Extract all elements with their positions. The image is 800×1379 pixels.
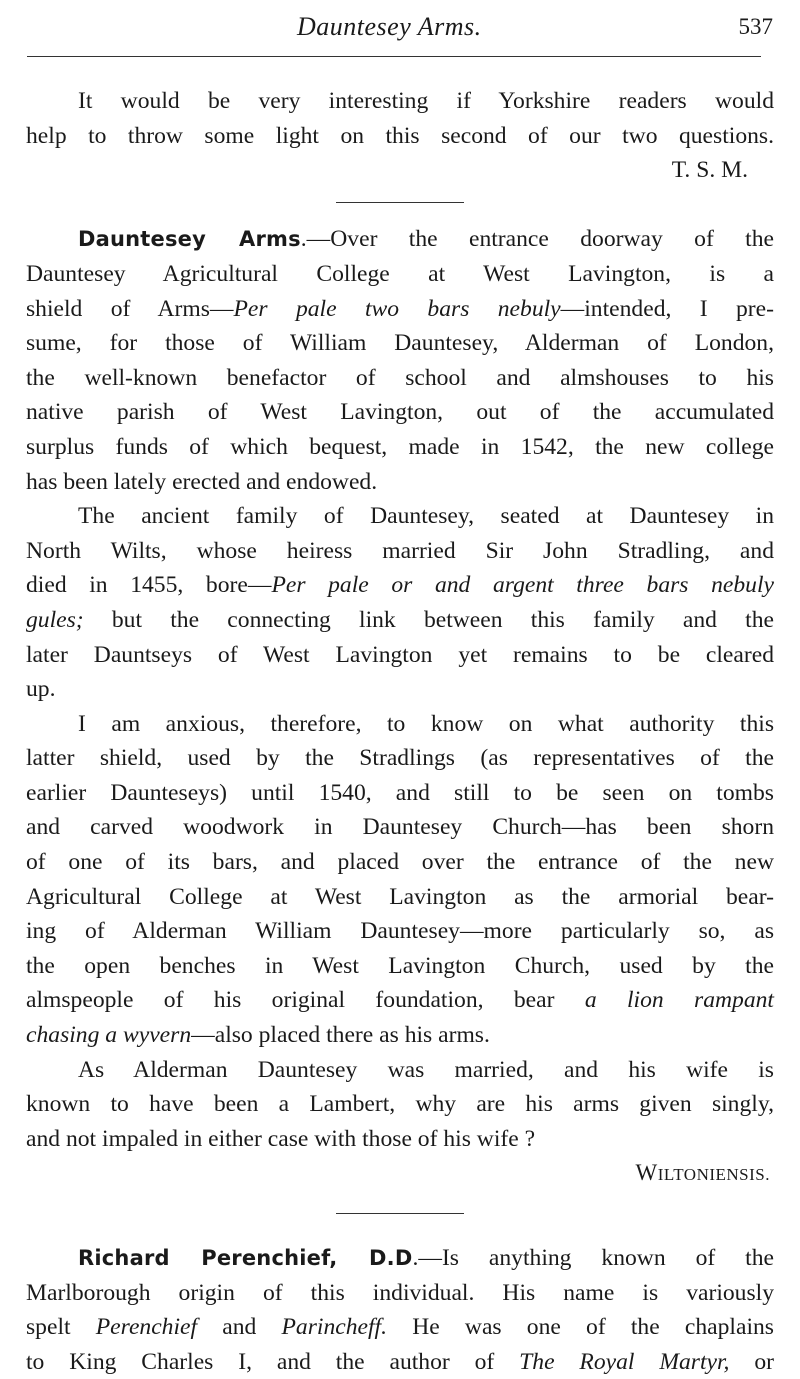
text-line: has been lately erected and endowed. xyxy=(26,468,378,495)
signature-tsm: T. S. M. xyxy=(671,157,748,184)
text-line: and not impaled in either case with those of his wife ? xyxy=(26,1125,536,1152)
text-line: chasing a wyvern—also placed there as his arms. xyxy=(26,1022,490,1049)
section-heading-perenchief: Richard Perenchief, D.D xyxy=(78,1246,413,1270)
text-line: died in 1455, bore—Per pale or and argent three bars nebuly xyxy=(26,572,774,599)
text-line: Marlborough origin of this individual. His name is variously xyxy=(26,1279,774,1306)
text-line: As Alderman Dauntesey was married, and his wife is xyxy=(78,1056,774,1083)
text-line: up. xyxy=(26,676,56,703)
page-number: 537 xyxy=(738,14,773,39)
section-divider xyxy=(26,1191,774,1241)
text-line: Agricultural College at West Lavington as the armorial bear- xyxy=(26,883,774,910)
text-line: and carved woodwork in Dauntesey Church—has been shorn xyxy=(26,814,774,841)
text-line: native parish of West Lavington, out of the accumulated xyxy=(26,399,774,426)
signature-wiltoniensis: WILTONIENSIS. xyxy=(635,1160,770,1186)
text-line: almspeople of his original foundation, bear a lion rampant xyxy=(26,987,774,1014)
section-heading-dauntesey-arms: Dauntesey Arms xyxy=(78,227,301,252)
text-line: to King Charles I, and the author of The Royal Martyr, or xyxy=(26,1348,774,1375)
text-line: the well-known benefactor of school and almshouses to his xyxy=(26,364,774,391)
body-text xyxy=(26,84,774,1379)
text-line: later Dauntseys of West Lavington yet remains to be cleared xyxy=(26,641,774,668)
text-line: It would be very interesting if Yorkshire readers would xyxy=(78,88,774,114)
text-line: ing of Alderman William Dauntesey—more particularly so, as xyxy=(26,918,774,945)
text-line: known to have been a Lambert, why are his arms given singly, xyxy=(26,1091,774,1118)
text-line: the open benches in West Lavington Church, used by the xyxy=(26,952,774,979)
header-rule xyxy=(27,56,761,57)
text-line: earlier Daunteseys) until 1540, and still to be seen on tombs xyxy=(26,779,774,806)
text-line: shield of Arms—Per pale two bars nebuly—intended, I pre- xyxy=(26,295,774,322)
text-line: latter shield, used by the Stradlings (as representatives of the xyxy=(26,745,774,772)
text-line: I am anxious, therefore, to know on what authority this xyxy=(78,710,774,737)
running-title: Dauntesey Arms. xyxy=(297,12,482,41)
text-line: surplus funds of which bequest, made in 1542, the new college xyxy=(26,433,774,460)
text-line: North Wilts, whose heiress married Sir John Stradling, and xyxy=(26,537,774,564)
text-line: Dauntesey Agricultural College at West Lavington, is a xyxy=(26,260,774,287)
page-header xyxy=(27,8,773,48)
text-line: help to throw some light on this second of our two questions. xyxy=(26,122,774,149)
text-line: sume, for those of William Dauntesey, Alderman of London, xyxy=(26,330,774,357)
text-line: Dauntesey Arms.—Over the entrance doorway of the xyxy=(78,226,774,253)
text-line: gules; but the connecting link between this family and the xyxy=(26,606,774,633)
text-line: The ancient family of Dauntesey, seated at Dauntesey in xyxy=(78,503,774,530)
text-line: spelt Perenchief and Parincheff. He was one of the chaplains xyxy=(26,1314,774,1341)
text-line: of one of its bars, and placed over the entrance of the new xyxy=(26,849,774,876)
section-divider xyxy=(26,188,774,223)
text-line: Richard Perenchief, D.D.—Is anything known of the xyxy=(78,1245,774,1271)
